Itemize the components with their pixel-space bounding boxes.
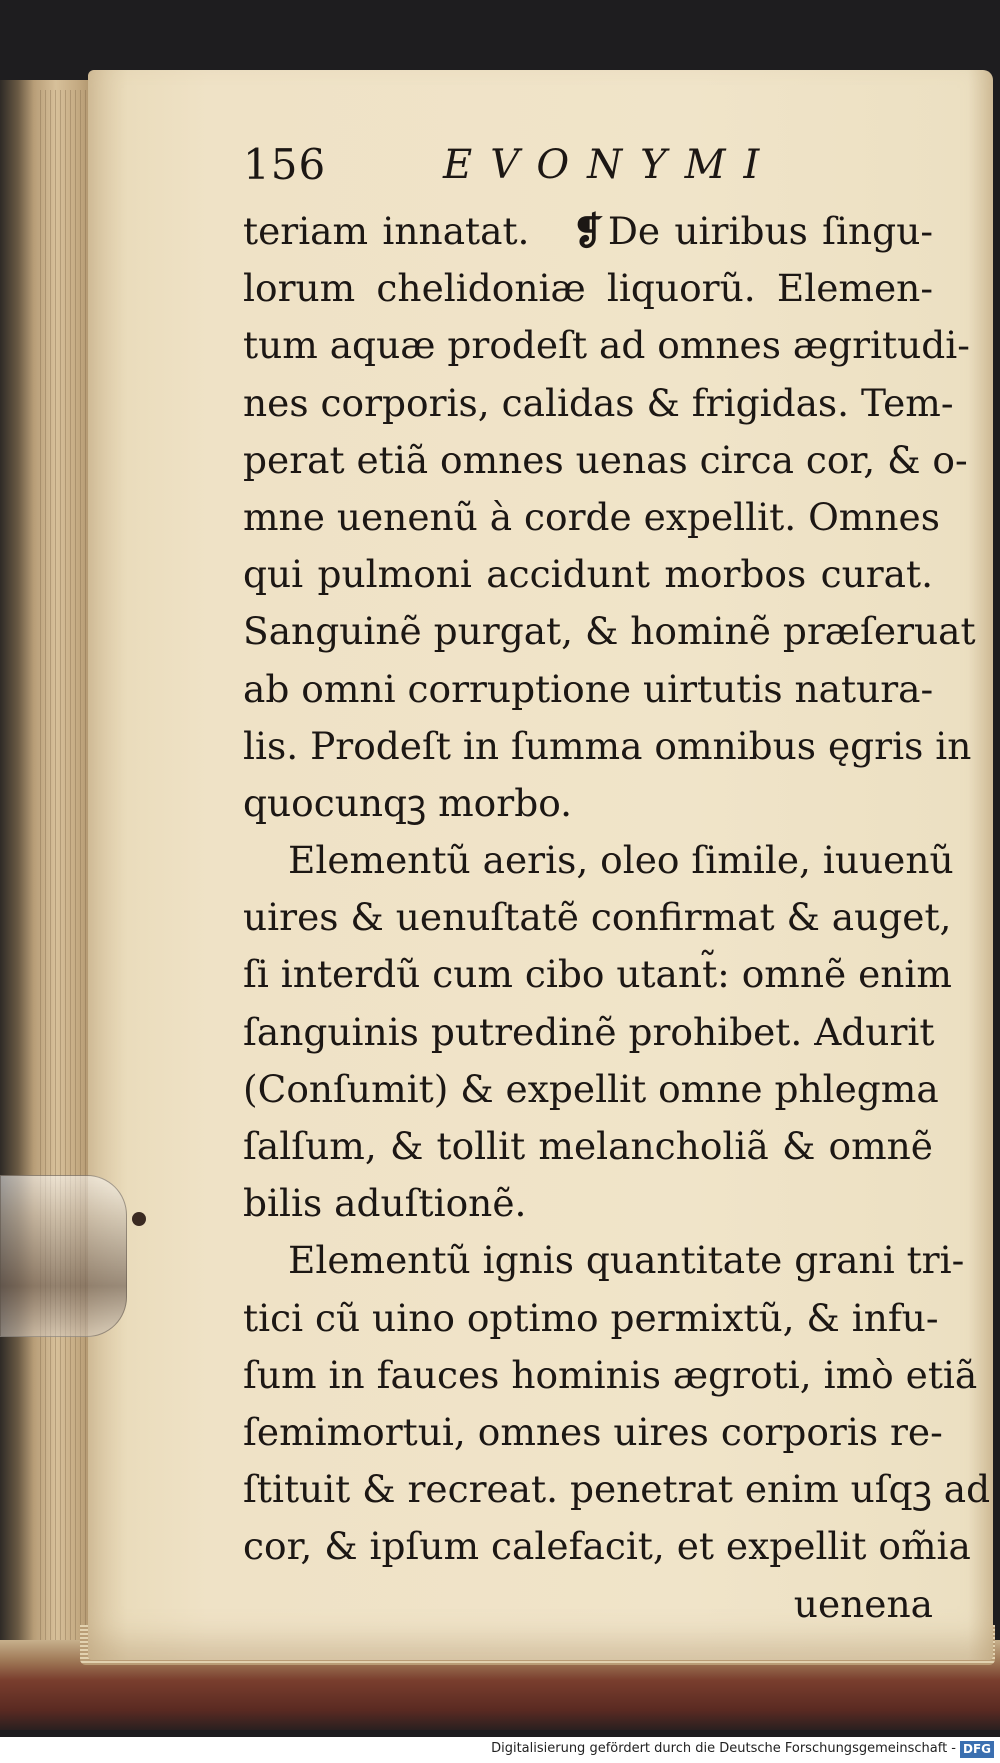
text-line-21: ſum in fauces hominis ægroti, imò etiã: [243, 1352, 978, 1397]
text-segment: teriam innatat.: [243, 209, 530, 253]
dfg-logo: DFG: [960, 1741, 994, 1758]
digitization-footer: [0, 1737, 1000, 1763]
body-text: [243, 203, 991, 1633]
text-line-22: ſemimortui, omnes uires corporis re-: [243, 1409, 943, 1454]
page-header: [243, 140, 943, 200]
text-line-3: tum aquæ prodeſt ad omnes ægritudi-: [243, 323, 970, 368]
text-line-10: lis. Prodeſt in ſumma omnibus ęgris in: [243, 723, 972, 768]
text-line-23: ſtituit & recreat. penetrat enim uſqꝫ ad: [243, 1467, 991, 1512]
page-number: 156: [243, 140, 327, 189]
catchword: uenena: [793, 1581, 933, 1626]
text-line-12: Elementũ aeris, oleo ſimile, iuuenũ: [288, 838, 954, 883]
text-line-6: mne uenenũ à corde expellit. Omnes: [243, 494, 940, 539]
text-line-20: tici cũ uino optimo permixtũ, & infu-: [243, 1295, 939, 1340]
text-line-16: (Conſumit) & expellit omne phlegma: [243, 1066, 939, 1111]
text-line-4: nes corporis, calidas & frigidas. Tem-: [243, 380, 954, 425]
bookmark-clip: [0, 1175, 127, 1337]
text-line-17: ſalſum, & tollit melancholiã & omnẽ: [243, 1124, 933, 1168]
text-line-5: perat etiã omnes uenas circa cor, & o-: [243, 437, 968, 482]
text-line-11: quocunqꝫ morbo.: [243, 780, 573, 825]
text-line-7: qui pulmoni accidunt morbos curat.: [243, 552, 933, 597]
running-head: EVONYMI: [443, 142, 778, 188]
text-line-9: ab omni corruptione uirtutis natura-: [243, 666, 934, 711]
text-line-19: Elementũ ignis quantitate grani tri-: [288, 1238, 965, 1283]
text-line-24: cor, & ipſum calefacit, et expellit om̃ia: [243, 1524, 971, 1569]
text-line-15: ſanguinis putredinẽ prohibet. Adurit: [243, 1009, 935, 1054]
text-line-8: Sanguinẽ purgat, & hominẽ præſeruat: [243, 609, 976, 654]
text-segment: De uiribus ſingu-: [607, 209, 934, 253]
text-line-14: ſi interdũ cum cibo utant̃: omnẽ enim: [243, 952, 952, 997]
funding-credit: Digitalisierung gefördert durch die Deutsche Forschungsgemeinschaft -: [491, 1741, 956, 1756]
text-line-13: uires & uenuſtatẽ confirmat & auget,: [243, 895, 952, 940]
ink-spot: [132, 1212, 146, 1226]
text-line-18: bilis aduſtionẽ.: [243, 1181, 527, 1226]
text-line-1: [243, 203, 933, 260]
text-line-2: lorum chelidoniæ liquorũ. Elemen-: [243, 266, 933, 311]
pilcrow-icon: ❡: [572, 209, 604, 253]
